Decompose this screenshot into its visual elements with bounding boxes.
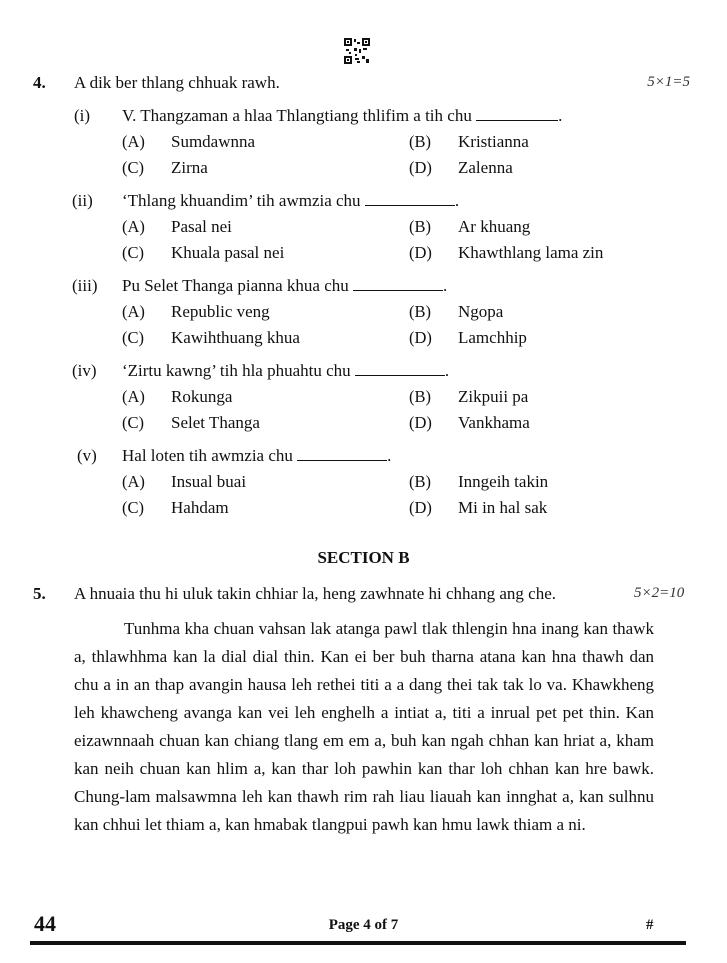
option-text: Sumdawnna xyxy=(171,132,256,151)
option-text: Zirna xyxy=(171,158,208,177)
question-5-number: 5. xyxy=(33,584,46,603)
option-letter: (D) xyxy=(409,243,432,262)
option-letter: (B) xyxy=(409,132,431,151)
option-letter: (A) xyxy=(122,387,145,406)
question-4-instruction: A dik ber thlang chhuak rawh. xyxy=(74,73,280,92)
option-text: Pasal nei xyxy=(171,217,232,236)
option-text: Vankhama xyxy=(458,413,530,432)
option-text: Rokunga xyxy=(171,387,233,406)
answer-blank xyxy=(365,191,455,206)
option-text: Lamchhip xyxy=(458,328,527,347)
question-5-instruction: A hnuaia thu hi uluk takin chhiar la, heng zawhnate hi chhang ang che. xyxy=(74,584,556,603)
answer-blank xyxy=(297,446,387,461)
option-letter: (C) xyxy=(122,158,144,177)
option-letter: (A) xyxy=(122,217,145,236)
option-letter: (C) xyxy=(122,243,144,262)
option-letter: (D) xyxy=(409,498,432,517)
option-text: Zalenna xyxy=(458,158,513,177)
option-letter: (C) xyxy=(122,328,144,347)
item-roman: (iii) xyxy=(72,276,98,295)
item-stem: V. Thangzaman a hlaa Thlangtiang thlifim a tih chu . xyxy=(122,106,563,125)
option-text: Selet Thanga xyxy=(171,413,260,432)
option-letter: (B) xyxy=(409,302,431,321)
item-stem: Hal loten tih awmzia chu . xyxy=(122,446,392,465)
option-text: Zikpuii pa xyxy=(458,387,529,406)
option-letter: (A) xyxy=(122,302,145,321)
option-letter: (B) xyxy=(409,472,431,491)
option-text: Kawihthuang khua xyxy=(171,328,300,347)
option-letter: (D) xyxy=(409,328,432,347)
question-5-marks: 5×2=10 xyxy=(634,585,685,601)
option-text: Hahdam xyxy=(171,498,229,517)
option-letter: (A) xyxy=(122,132,145,151)
option-text: Mi in hal sak xyxy=(458,498,548,517)
footer-code: 44 xyxy=(34,911,56,936)
item-roman: (i) xyxy=(74,106,91,125)
option-text: Kristianna xyxy=(458,132,529,151)
page-number: Page 4 of 7 xyxy=(328,917,399,933)
reading-passage xyxy=(74,615,654,839)
option-letter: (C) xyxy=(122,413,144,432)
option-text: Ngopa xyxy=(458,302,504,321)
option-letter: (D) xyxy=(409,158,432,177)
footer-hash: # xyxy=(646,917,654,933)
footer-rule xyxy=(30,941,686,945)
passage-text: Tunhma kha chuan vahsan lak atanga pawl tlak thlengin hna inang kan thawk a, thlawhhma kan la dial dial thin. Kan ei ber buh tharna atana kan hna thawh dan chu a in an thap avangin hausa leh rethei titi a a dang thei tak tak lo va. Khawkheng leh khawcheng avanga kan vei leh enghelh a intiat a, titi a inrual pet pet thin. Kan eizawnnaah chuan kan chiang tlang em em a, buh kan ngah chhan kan hriat a, kham kan neih chuan kan hlim a, kan thar loh pawhin kan thar loh chhan kan hre bawk. Chung-lam malsawmna leh kan thawh rim rah liau liauah kan innghat a, kan sulhnu kan chhui let thiam a, kan hmabak tlangpui pawh kan hmu lawk thiam a ni. xyxy=(74,619,654,834)
section-heading: SECTION B xyxy=(317,548,410,567)
answer-blank xyxy=(353,276,443,291)
option-text: Khawthlang lama zin xyxy=(458,243,604,262)
question-4-marks: 5×1=5 xyxy=(647,74,690,90)
item-stem: Pu Selet Thanga pianna khua chu . xyxy=(122,276,448,295)
option-letter: (B) xyxy=(409,387,431,406)
option-text: Ar khuang xyxy=(458,217,531,236)
item-roman: (iv) xyxy=(72,361,97,380)
option-text: Inngeih takin xyxy=(458,472,549,491)
qr-code-icon xyxy=(344,38,370,64)
answer-blank xyxy=(355,361,445,376)
option-text: Insual buai xyxy=(171,472,247,491)
item-roman: (ii) xyxy=(72,191,93,210)
item-stem: ‘Thlang khuandim’ tih awmzia chu . xyxy=(122,191,460,210)
option-letter: (B) xyxy=(409,217,431,236)
question-4-number: 4. xyxy=(33,73,46,92)
item-stem: ‘Zirtu kawng’ tih hla phuahtu chu . xyxy=(122,361,450,380)
option-letter: (C) xyxy=(122,498,144,517)
option-text: Republic veng xyxy=(171,302,270,321)
item-roman: (v) xyxy=(77,446,97,465)
option-text: Khuala pasal nei xyxy=(171,243,285,262)
option-letter: (A) xyxy=(122,472,145,491)
option-letter: (D) xyxy=(409,413,432,432)
answer-blank xyxy=(476,106,558,121)
